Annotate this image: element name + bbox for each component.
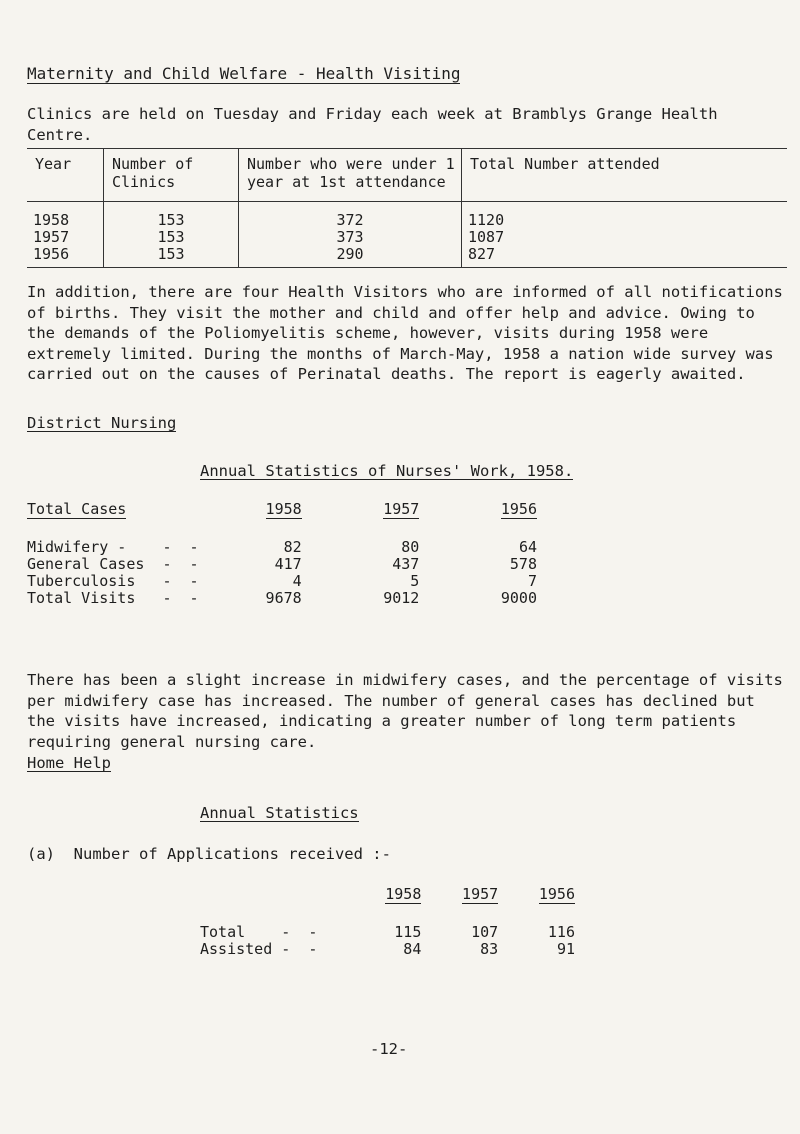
year-cell: 1958: [33, 211, 70, 229]
value-cell: 578: [509, 554, 537, 573]
header-number-of-clinics: Number of Clinics: [104, 149, 239, 202]
value-cell: 9012: [383, 588, 420, 607]
clinics-count-cell: 153: [104, 229, 239, 246]
page-number: -12-: [370, 1040, 408, 1058]
value-cell: 417: [274, 554, 302, 573]
blank-header: [200, 886, 357, 924]
row-label: Total - -: [200, 922, 318, 941]
clinics-count-cell: 153: [104, 202, 239, 230]
header-year: Year: [27, 149, 104, 202]
row-label: General Cases - -: [27, 554, 199, 573]
table-row: [27, 556, 537, 573]
value-cell: 82: [283, 537, 302, 556]
row-label: Assisted - -: [200, 939, 318, 958]
table-row: [27, 229, 787, 246]
home-help-heading: Home Help: [27, 754, 111, 772]
applications-label: (a) Number of Applications received :-: [27, 845, 391, 863]
value-cell: 9000: [500, 588, 537, 607]
value-cell: 9678: [265, 588, 302, 607]
health-visitors-paragraph: In addition, there are four Health Visitors who are informed of all notifications of births. They visit the mother and child and offer help and advice. Owing to the demands of the Poliomyelitis scheme, however, visits during 1958 were extremely limited. During the months of March-May, 1958 a nation wide survey was carried out on the causes of Perinatal deaths. The report is eagerly awaited.: [27, 283, 783, 383]
total-cases-label: Total Cases: [27, 500, 127, 518]
home-help-header-row: [200, 886, 575, 924]
clinics-header-row: [27, 149, 787, 202]
table-row: [200, 941, 575, 958]
value-cell: 7: [527, 571, 537, 590]
district-nursing-paragraph: There has been a slight increase in midwifery cases, and the percentage of visits per midwifery case has increased. The number of general cases has declined but the visits have increased, indicating a greater number of long term patients requiring general nursing care.: [27, 671, 783, 751]
year-header: 1958: [265, 500, 302, 518]
value-cell: 80: [401, 537, 420, 556]
page-title: Maternity and Child Welfare - Health Visiting: [27, 64, 461, 83]
value-cell: 83: [480, 939, 499, 958]
row-label: Midwifery - - -: [27, 537, 199, 556]
value-cell: 115: [394, 922, 422, 941]
under-one-cell: 373: [239, 229, 462, 246]
table-row: [27, 590, 537, 607]
table-row: [27, 573, 537, 590]
year-header: 1957: [462, 885, 499, 903]
year-header: 1956: [500, 500, 537, 518]
district-nursing-header-row: [27, 501, 537, 539]
header-under-one-year: Number who were under 1 year at 1st attendance: [239, 149, 462, 202]
value-cell: 437: [392, 554, 420, 573]
year-header: 1957: [383, 500, 420, 518]
home-help-table: [200, 886, 575, 958]
total-attended-cell: 1120: [462, 202, 788, 230]
year-header: 1958: [385, 885, 422, 903]
district-nursing-heading: District Nursing: [27, 414, 177, 432]
value-cell: 107: [471, 922, 499, 941]
value-cell: 116: [547, 922, 575, 941]
value-cell: 4: [292, 571, 302, 590]
value-cell: 64: [518, 537, 537, 556]
row-label: Total Visits - -: [27, 588, 199, 607]
table-row: [27, 246, 787, 268]
home-help-subheading: Annual Statistics: [200, 804, 359, 822]
intro-paragraph: Clinics are held on Tuesday and Friday each week at Bramblys Grange Health Centre.: [27, 105, 718, 144]
under-one-cell: 372: [239, 202, 462, 230]
district-nursing-table: [27, 501, 537, 607]
year-header: 1956: [538, 885, 575, 903]
value-cell: 84: [403, 939, 422, 958]
value-cell: 5: [410, 571, 420, 590]
table-row: [200, 924, 575, 941]
clinics-count-cell: 153: [104, 246, 239, 268]
year-cell: 1957: [33, 228, 70, 246]
clinics-table: [27, 148, 787, 268]
row-label: Tuberculosis - -: [27, 571, 199, 590]
value-cell: 91: [556, 939, 575, 958]
total-attended-cell: 827: [462, 246, 788, 268]
total-attended-cell: 1087: [462, 229, 788, 246]
year-cell: 1956: [27, 246, 104, 268]
nurses-work-subheading: Annual Statistics of Nurses' Work, 1958.: [200, 462, 574, 480]
table-row: [27, 539, 537, 556]
under-one-cell: 290: [239, 246, 462, 268]
table-row: [27, 202, 787, 230]
header-total-attended: Total Number attended: [462, 149, 788, 202]
